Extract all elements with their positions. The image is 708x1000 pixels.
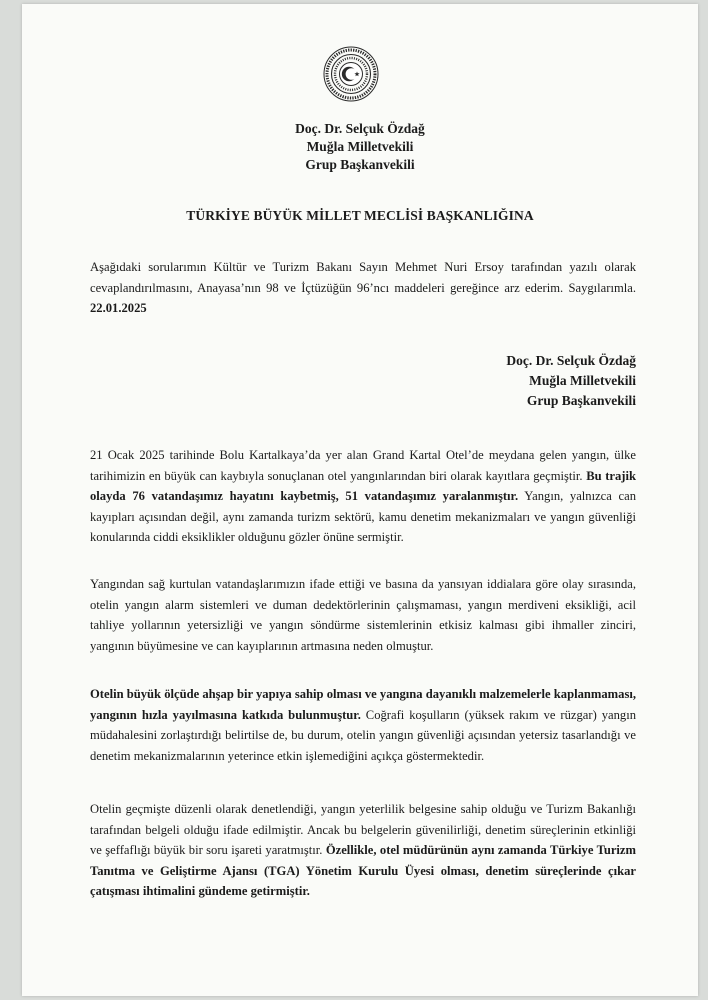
header-position: Grup Başkanvekili [305,157,415,172]
paragraph-1-intro: 21 Ocak 2025 tarihinde Bolu Kartalkaya’da yer alan Grand Kartal Otel’de meydana gelen yangın, ülke tarihimizin en büyük can kaybıyla sonuçlanan otel yangınlarından biri olarak kayıtlara geçmiştir. [90,448,636,483]
paragraph-4-bold: Özellikle, otel müdürünün aynı zamanda Türkiye Turizm Tanıtma ve Geliştirme Ajansı (TGA) Yönetim Kurulu Üyesi olması, denetim süreçlerinde çıkar çatışması ihtimalini gündeme getirmiştir. [90,843,636,899]
header-block [22,120,698,174]
signature-role: Muğla Milletvekili [529,373,636,388]
paragraph-1-bold: Bu trajik olayda 76 vatandaşımız hayatını kaybetmiş, 51 vatandaşımız yaralanmıştır. [90,468,636,504]
intro-paragraph [90,257,636,319]
signature-position: Grup Başkanvekili [526,393,636,408]
paragraph-3-bold: Otelin büyük ölçüde ahşap bir yapıya sahip olması ve yangına dayanıklı malzemelerle kaplanmaması, yangının hızla yayılmasına katkıda bulunmuştur. [90,687,636,722]
intro-date: 22.01.2025 [90,301,147,316]
paragraph-3-rest: Coğrafi koşulların (yüksek rakım ve rüzgar) yangın müdahalesini zorlaştırdığı belirtilse de, bu durum, otelin yangın güvenliği açısından yetersiz tasarlandığı ve denetim mekanizmalarının yeterince etkin işlemediğini açıkça göstermektedir. [90,707,636,763]
header-role: Muğla Milletvekili [306,139,414,154]
document-page [22,4,698,996]
paragraph-2-text: Yangından sağ kurtulan vatandaşlarımızın ifade ettiği ve basına da yansıyan iddialara göre olay sırasında, otelin yangın alarm sistemleri ve duman dedektörlerinin çalışmaması, yangın merdiveni eksikliği, acil tahliye yollarının yetersizliği ve yangın söndürme sistemlerinin etkisiz kalması gibi ihmaller zinciri, yangının büyümesine ve can kayıplarının artmasına neden olmuştur. [90,577,636,653]
signature-name: Doç. Dr. Selçuk Özdağ [506,353,636,368]
paragraph-3 [90,684,636,766]
header-name: Doç. Dr. Selçuk Özdağ [295,121,425,136]
intro-text: Aşağıdaki sorularımın Kültür ve Turizm Bakanı Sayın Mehmet Nuri Ersoy tarafından yazılı olarak cevaplandırılmasını, Anayasa’nın 98 ve İçtüzüğün 96’ncı maddeleri gereğince arz ederim. Saygılarımla. [90,260,636,295]
paragraph-4 [90,799,636,902]
paragraph-1-rest: Yangın, yalnızca can kayıpları açısından değil, aynı zamanda turizm sektörü, kamu denetim mekanizmaları ve yangın güvenliği konularında ciddi eksiklikler olduğunu gözler önüne sermiştir. [90,489,636,545]
paragraph-4-text: Otelin geçmişte düzenli olarak denetlendiği, yangın yeterlilik belgesine sahip olduğu ve Turizm Bakanlığı tarafından belgeli olduğu ifade edilmiştir. Ancak bu belgelerin güvenilirliği, denetim süreçlerinin etkinliği ve şeffaflığı büyük bir soru işareti yaratmıştır. [90,802,636,858]
tbmm-emblem-icon [321,44,381,104]
paragraph-1 [90,445,636,548]
signature-block [506,351,636,411]
document-title: TÜRKİYE BÜYÜK MİLLET MECLİSİ BAŞKANLIĞINA [186,208,534,223]
paragraph-2 [90,574,636,656]
